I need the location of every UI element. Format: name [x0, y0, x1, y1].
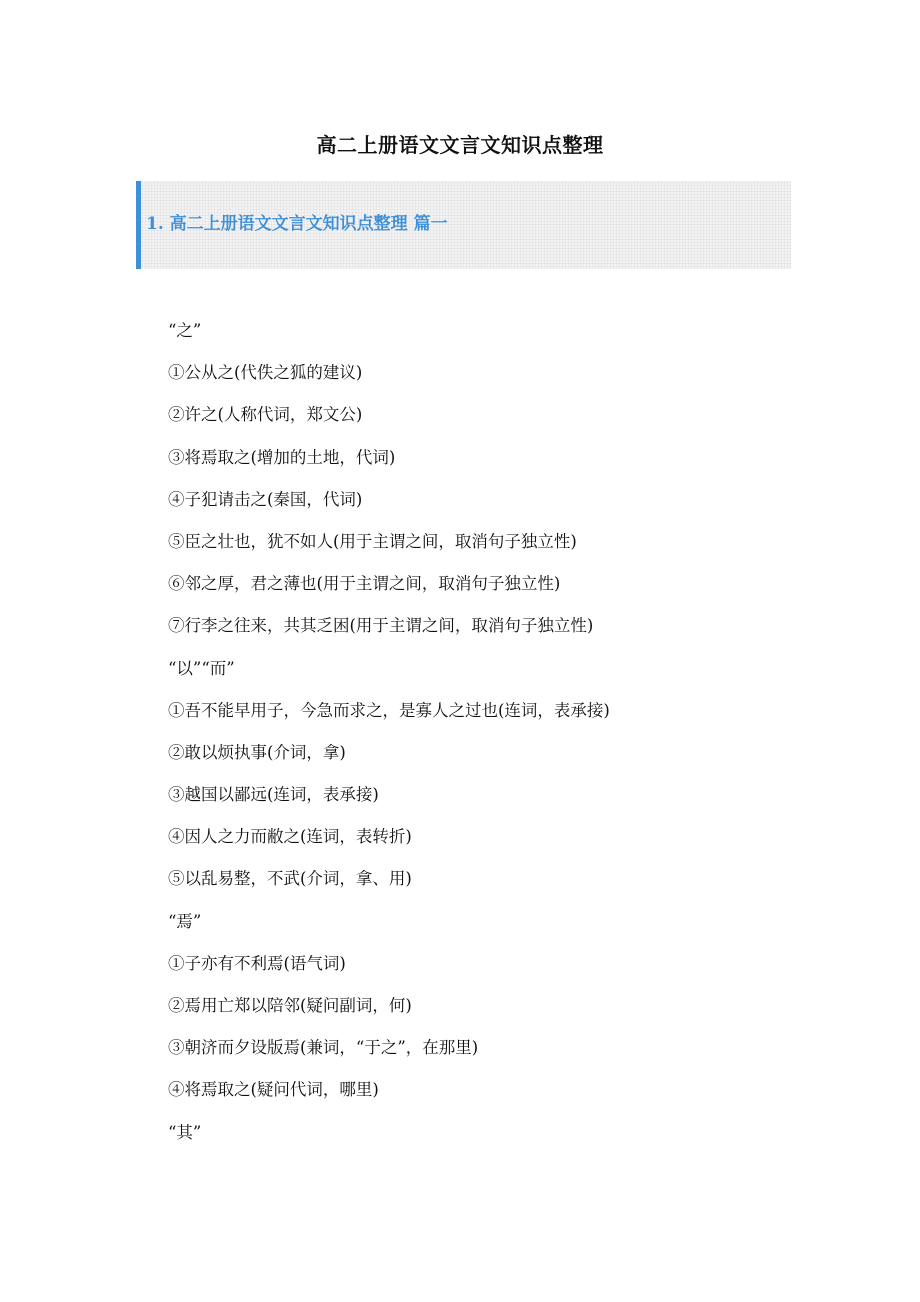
content-line: ⑤臣之壮也，犹不如人(用于主谓之间，取消句子独立性): [168, 531, 577, 551]
content-line: “其”: [168, 1122, 202, 1142]
content-line: ③将焉取之(增加的土地，代词): [168, 447, 396, 467]
content-lines: [168, 318, 868, 1162]
content-line: “焉”: [168, 911, 202, 931]
content-line: ①公从之(代佚之狐的建议): [168, 363, 363, 383]
content-line: “之”: [168, 321, 202, 340]
content-line: ①子亦有不利焉(语气词): [168, 953, 346, 973]
content-line: ③越国以鄙远(连词，表承接): [168, 785, 379, 805]
content-line: “以”“而”: [168, 658, 235, 678]
content-line: ④因人之力而敝之(连词，表转折): [168, 827, 412, 847]
content-line: ⑥邻之厚，君之薄也(用于主谓之间，取消句子独立性): [168, 574, 561, 594]
content-line: ④子犯请击之(秦国，代词): [168, 489, 363, 509]
content-line: ①吾不能早用子，今急而求之，是寡人之过也(连词，表承接): [168, 700, 610, 720]
page-title: 高二上册语文文言文知识点整理: [316, 133, 604, 157]
content-line: ⑦行李之往来，共其乏困(用于主谓之间，取消句子独立性): [168, 616, 594, 636]
content-line: ②许之(人称代词，郑文公): [168, 405, 363, 425]
content-line: ③朝济而夕设版焉(兼词，“于之”，在那里): [168, 1038, 479, 1058]
content-line: ②敢以烦执事(介词，拿): [168, 742, 346, 762]
content-line: ②焉用亡郑以陪邻(疑问副词，何): [168, 996, 412, 1015]
content-line: ⑤以乱易整，不武(介词，拿、用): [168, 869, 412, 889]
section-heading: 1. 高二上册语文文言文知识点整理 篇一: [146, 214, 448, 234]
section-banner: [136, 181, 791, 269]
content-line: ④将焉取之(疑问代词，哪里): [168, 1080, 379, 1100]
